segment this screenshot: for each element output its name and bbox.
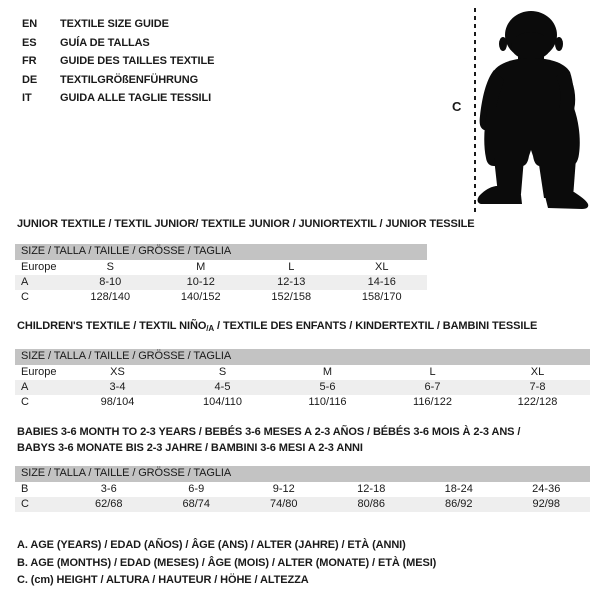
age-cell: 3-4 — [109, 380, 126, 393]
months-cell: 12-18 — [357, 482, 386, 495]
size-cell: M — [322, 365, 333, 378]
months-cell: 18-24 — [444, 482, 473, 495]
babies-title-line2: BABYS 3-6 MONATE BIS 2-3 JAHRE / BAMBINI 3-6 MESI A 2-3 ANNI — [17, 441, 363, 454]
height-cell: 98/104 — [100, 395, 135, 408]
size-header-bar: SIZE / TALLA / TAILLE / GRÖSSE / TAGLIA — [15, 466, 590, 482]
row-label: C — [21, 395, 29, 408]
height-cell: 104/110 — [203, 395, 242, 408]
height-cell: 122/128 — [517, 395, 558, 408]
height-cell: 110/116 — [308, 395, 347, 408]
table-row-months — [15, 482, 590, 497]
table-row-height — [15, 290, 427, 305]
size-cell: M — [196, 260, 206, 273]
height-cell: 86/92 — [444, 497, 473, 510]
junior-textile-section — [15, 217, 475, 305]
table-row-age — [15, 380, 590, 395]
babies-textile-section — [15, 425, 590, 512]
size-cell: S — [218, 365, 227, 378]
language-row-fr — [22, 52, 214, 71]
junior-table-title: JUNIOR TEXTILE / TEXTIL JUNIOR/ TEXTILE JUNIOR / JUNIORTEXTIL / JUNIOR TESSILE — [17, 218, 475, 230]
table-row-europe — [15, 365, 590, 380]
age-cell: 14-16 — [367, 275, 396, 288]
size-cell: S — [106, 260, 114, 273]
row-label: C — [21, 290, 29, 303]
row-label: B — [21, 482, 29, 495]
footnote-age-months: B. AGE (MONTHS) / EDAD (MESES) / ÂGE (MOIS) / ALTER (MONATE) / ETÀ (MESI) — [17, 556, 437, 569]
table-row-age — [15, 275, 427, 290]
age-cell: 12-13 — [277, 275, 306, 288]
toddler-silhouette-icon — [476, 8, 596, 212]
guide-title: TEXTILGRÖßENFÜHRUNG — [60, 73, 199, 86]
row-label: A — [21, 380, 29, 393]
guide-title: GUÍA DE TALLAS — [60, 36, 150, 49]
guide-title: TEXTILE SIZE GUIDE — [60, 18, 169, 30]
size-cell: L — [288, 260, 295, 273]
height-cell: 128/140 — [90, 290, 131, 303]
children-size-table — [15, 349, 590, 410]
footnote-height-cm: C. (cm) HEIGHT / ALTURA / HAUTEUR / HÖHE / ALTEZZA — [17, 574, 309, 586]
age-cell: 7-8 — [529, 380, 546, 393]
height-cell: 158/170 — [361, 290, 402, 303]
language-code: EN — [22, 18, 38, 30]
size-cell: XL — [375, 260, 389, 273]
age-cell: 10-12 — [186, 275, 215, 288]
language-row-it — [22, 89, 214, 108]
language-row-de — [22, 71, 214, 90]
footnote-age-years: A. AGE (YEARS) / EDAD (AÑOS) / ÂGE (ANS) / ALTER (JAHRE) / ETÀ (ANNI) — [17, 539, 406, 551]
months-cell: 3-6 — [100, 482, 117, 495]
height-cell: 68/74 — [182, 497, 211, 510]
babies-title-line1: BABIES 3-6 MONTH TO 2-3 YEARS / BEBÉS 3-6 MESES A 2-3 AÑOS / BÉBÉS 3-6 MOIS À 2-3 ANS / — [17, 426, 521, 438]
babies-table-title — [15, 425, 590, 456]
height-cell: 74/80 — [269, 497, 298, 510]
age-cell: 6-7 — [424, 380, 441, 393]
size-cell: L — [429, 365, 436, 378]
table-row-height — [15, 395, 590, 410]
children-textile-section — [15, 319, 590, 410]
junior-size-table — [15, 244, 427, 305]
months-cell: 24-36 — [532, 482, 561, 495]
row-label: A — [21, 275, 29, 288]
height-cell: 92/98 — [532, 497, 561, 510]
age-cell: 5-6 — [319, 380, 336, 393]
legend-footnotes — [17, 537, 436, 590]
language-row-es — [22, 34, 214, 53]
months-cell: 6-9 — [188, 482, 205, 495]
row-label: Europe — [21, 365, 57, 378]
language-row-en — [22, 15, 214, 34]
table-row-europe — [15, 260, 427, 275]
age-cell: 4-5 — [214, 380, 231, 393]
size-header-bar: SIZE / TALLA / TAILLE / GRÖSSE / TAGLIA — [15, 349, 590, 365]
language-title-list — [22, 15, 214, 108]
guide-title: GUIDA ALLE TAGLIE TESSILI — [60, 92, 212, 105]
children-table-title — [15, 319, 590, 336]
size-cell: XS — [110, 365, 125, 378]
row-label: Europe — [21, 260, 57, 273]
height-cell: 140/152 — [180, 290, 221, 303]
row-label: C — [21, 497, 29, 510]
height-cell: 152/158 — [271, 290, 312, 303]
height-measure-label: C — [452, 99, 462, 114]
size-cell: XL — [530, 365, 545, 378]
language-code: FR — [22, 55, 37, 68]
children-title-subscript: /A — [206, 324, 215, 333]
language-code: DE — [22, 73, 38, 86]
age-cell: 8-10 — [99, 275, 122, 288]
guide-title: GUIDE DES TAILLES TEXTILE — [60, 55, 215, 68]
table-row-height — [15, 497, 590, 512]
height-cell: 80/86 — [357, 497, 386, 510]
babies-size-table — [15, 466, 590, 512]
language-code: ES — [22, 36, 37, 49]
months-cell: 9-12 — [272, 482, 295, 495]
children-title-prefix: CHILDREN'S TEXTILE / TEXTIL NIÑO — [17, 320, 207, 332]
height-cell: 116/122 — [413, 395, 452, 408]
size-header-bar: SIZE / TALLA / TAILLE / GRÖSSE / TAGLIA — [15, 244, 427, 260]
language-code: IT — [22, 92, 32, 105]
height-cell: 62/68 — [94, 497, 123, 510]
children-title-suffix: / TEXTILE DES ENFANTS / KINDERTEXTIL / BAMBINI TESSILE — [214, 320, 538, 332]
